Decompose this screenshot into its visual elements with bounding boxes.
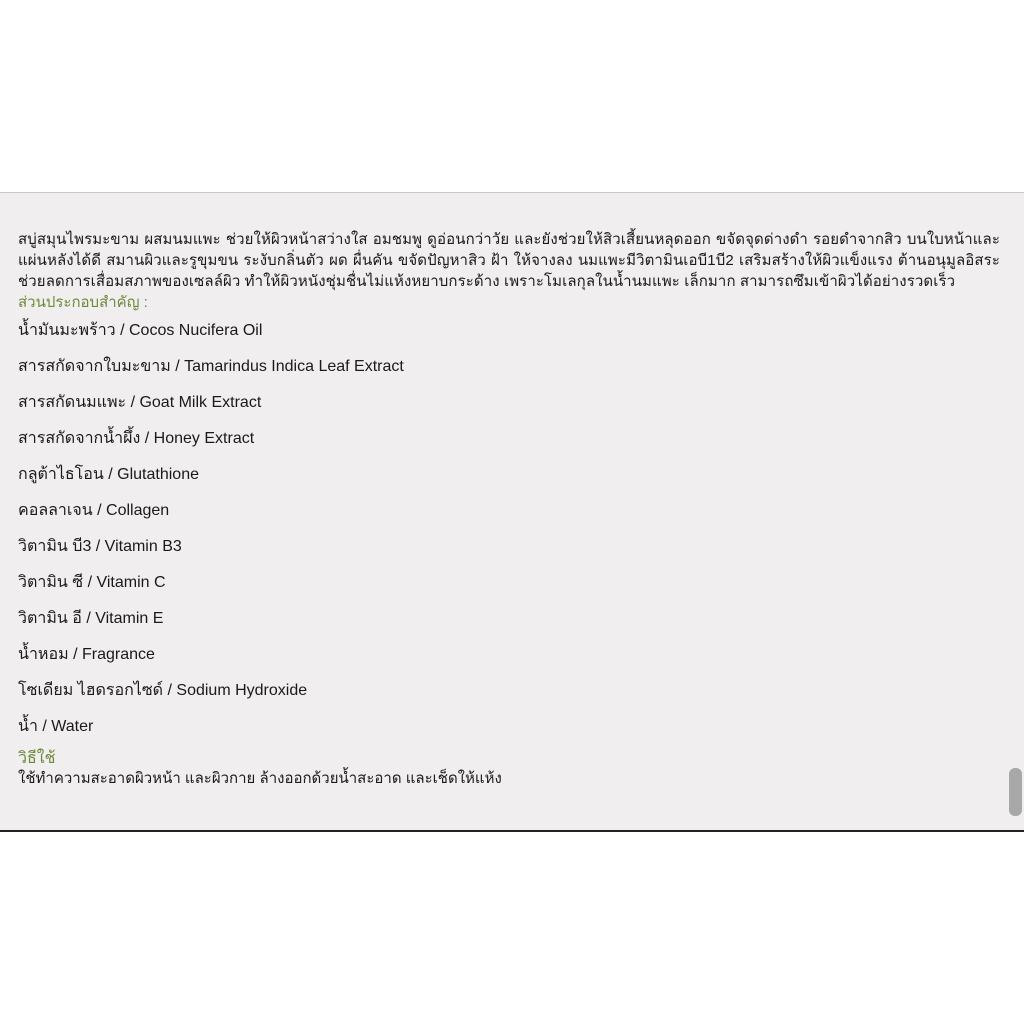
ingredient-item: น้ำ / Water [18,718,94,735]
usage-heading: วิธีใช้ [18,750,56,767]
ingredient-item: สารสกัดจากใบมะขาม / Tamarindus Indica Leaf Extract [18,358,404,375]
ingredient-item: สารสกัดจากน้ำผึ้ง / Honey Extract [18,430,255,447]
ingredient-item: สารสกัดนมแพะ / Goat Milk Extract [18,394,262,411]
ingredient-item: น้ำมันมะพร้าว / Cocos Nucifera Oil [18,322,263,339]
ingredient-item: คอลลาเจน / Collagen [18,502,170,519]
vertical-scrollbar[interactable] [1006,193,1024,830]
ingredients-heading: ส่วนประกอบสำคัญ : [18,294,148,311]
ingredient-item: วิตามิน บี3 / Vitamin B3 [18,538,182,555]
ingredients-list [18,313,1000,745]
ingredient-item: กลูต้าไธโอน / Glutathione [18,466,199,483]
scrollbar-thumb[interactable] [1009,768,1022,816]
usage-text: ใช้ทำความสะอาดผิวหน้า และผิวกาย ล้างออกด้วยน้ำสะอาด และเช็ดให้แห้ง [18,770,502,787]
description-content [18,229,1000,789]
product-description-panel [0,192,1024,832]
ingredient-item: น้ำหอม / Fragrance [18,646,155,663]
ingredient-item: วิตามิน อี / Vitamin E [18,610,164,627]
ingredient-item: วิตามิน ซี / Vitamin C [18,574,166,591]
ingredient-item: โซเดียม ไฮดรอกไซด์ / Sodium Hydroxide [18,682,308,699]
product-intro-text: สบู่สมุนไพรมะขาม ผสมนมแพะ ช่วยให้ผิวหน้าสว่างใส อมชมพู ดูอ่อนกว่าวัย และยังช่วยให้สิวเสี้ยนหลุดออก ขจัดจุดด่างดำ รอยดำจากสิว บนใบหน้าและแผ่นหลังได้ดี สมานผิวและรูขุมขน ระงับกลิ่นตัว ผด ผื่นคัน ขจัดปัญหาสิว ฝ้า ให้จางลง นมแพะมีวิตามินเอบี1บี2 เสริมสร้างให้ผิวแข็งแรง ต้านอนุมูลอิสระช่วยลดการเสื่อมสภาพของเซลล์ผิว ทำให้ผิวหนังชุ่มชื่นไม่แห้งหยาบกระด้าง เพราะโมเลกุลในน้ำนมแพะ เล็กมาก สามารถซึมเข้าผิวได้อย่างรวดเร็ว [18,231,1000,290]
